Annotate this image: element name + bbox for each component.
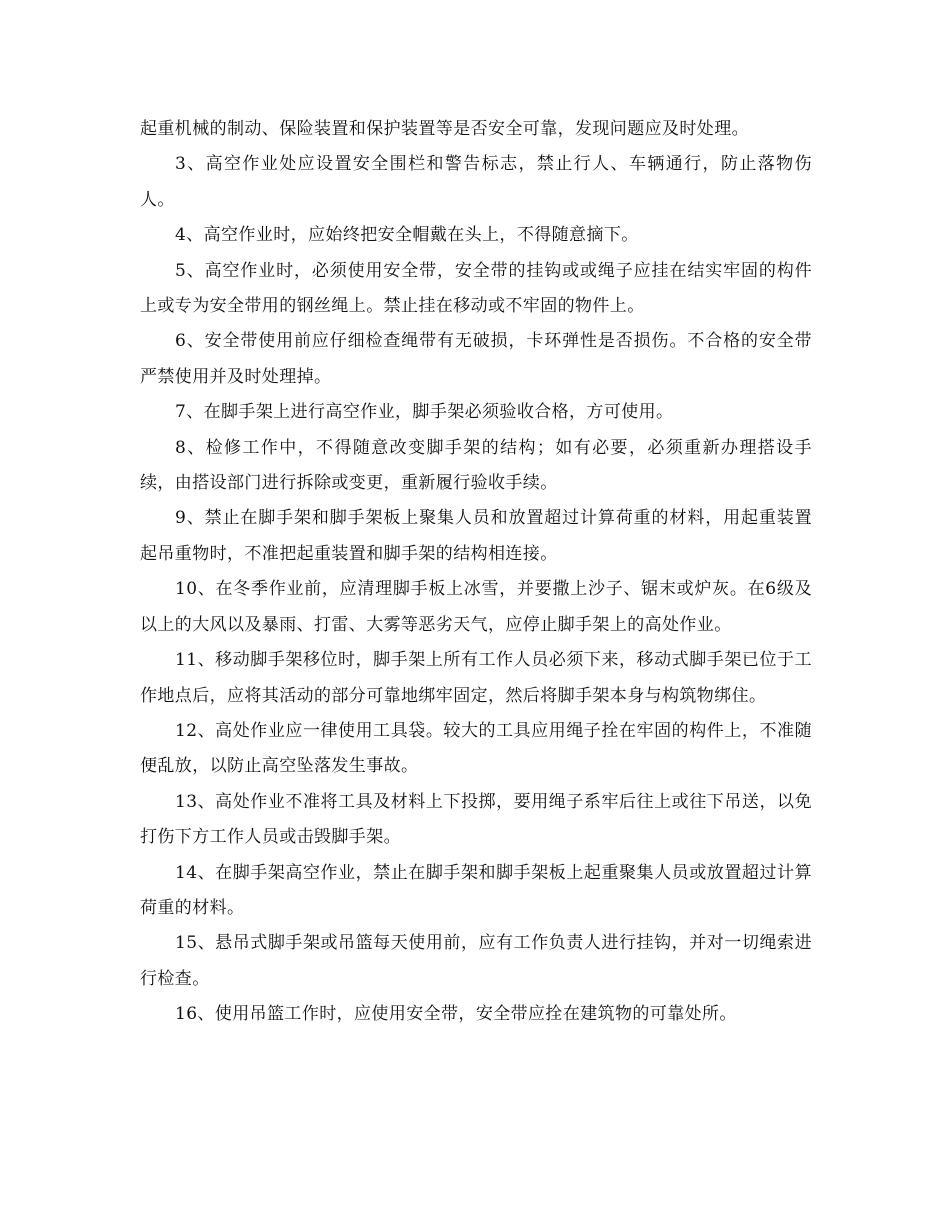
paragraph-item-13: 13、高处作业不准将工具及材料上下投掷，要用绳子系牢后往上或往下吊送，以免打伤下方工作人员或击毁脚手架。: [140, 791, 812, 848]
paragraph-item-6: 6、安全带使用前应仔细检查绳带有无破损，卡环弹性是否损伤。不合格的安全带严禁使用并及时处理掉。: [140, 331, 812, 387]
paragraph-continuation: 起重机械的制动、保险装置和保护装置等是否安全可靠，发现问题应及时处理。: [140, 119, 749, 139]
paragraph-item-16: 16、使用吊篮工作时，应使用安全带，安全带应拴在建筑物的可靠处所。: [175, 1004, 737, 1025]
paragraph-item-7: 7、在脚手架上进行高空作业，脚手架必须验收合格，方可使用。: [175, 402, 674, 423]
paragraph-item-3: 3、高空作业处应设置安全围栏和警告标志，禁止行人、车辆通行，防止落物伤人。: [140, 154, 812, 210]
paragraph-item-4: 4、高空作业时，应始终把安全帽戴在头上，不得随意摘下。: [175, 225, 639, 246]
document-body: [140, 112, 812, 1033]
paragraph-item-11: 11、移动脚手架移位时，脚手架上所有工作人员必须下来，移动式脚手架已位于工作地点后，应将其活动的部分可靠地绑牢固定，然后将脚手架本身与构筑物绑住。: [140, 650, 812, 706]
paragraph-item-9: 9、禁止在脚手架和脚手架板上聚集人员和放置超过计算荷重的材料，用起重装置起吊重物时，不准把起重装置和脚手架的结构相连接。: [140, 508, 812, 564]
paragraph-item-12: 12、高处作业应一律使用工具袋。较大的工具应用绳子拴在牢固的构件上，不准随便乱放，以防止高空坠落发生事故。: [140, 720, 812, 777]
paragraph-item-10: 10、在冬季作业前，应清理脚手板上冰雪，并要撒上沙子、锯末或炉灰。在6级及以上的大风以及暴雨、打雷、大雾等恶劣天气，应停止脚手架上的高处作业。: [140, 579, 812, 635]
paragraph-item-8: 8、检修工作中，不得随意改变脚手架的结构；如有必要，必须重新办理搭设手续，由搭设部门进行拆除或变更，重新履行验收手续。: [140, 437, 812, 494]
paragraph-item-5: 5、高空作业时，必须使用安全带，安全带的挂钩或或绳子应挂在结实牢固的构件上或专为安全带用的钢丝绳上。禁止挂在移动或不牢固的物件上。: [140, 260, 812, 317]
paragraph-item-14: 14、在脚手架高空作业，禁止在脚手架和脚手架板上起重聚集人员或放置超过计算荷重的材料。: [140, 862, 812, 918]
paragraph-item-15: 15、悬吊式脚手架或吊篮每天使用前，应有工作负责人进行挂钩，并对一切绳索进行检查。: [140, 933, 812, 989]
